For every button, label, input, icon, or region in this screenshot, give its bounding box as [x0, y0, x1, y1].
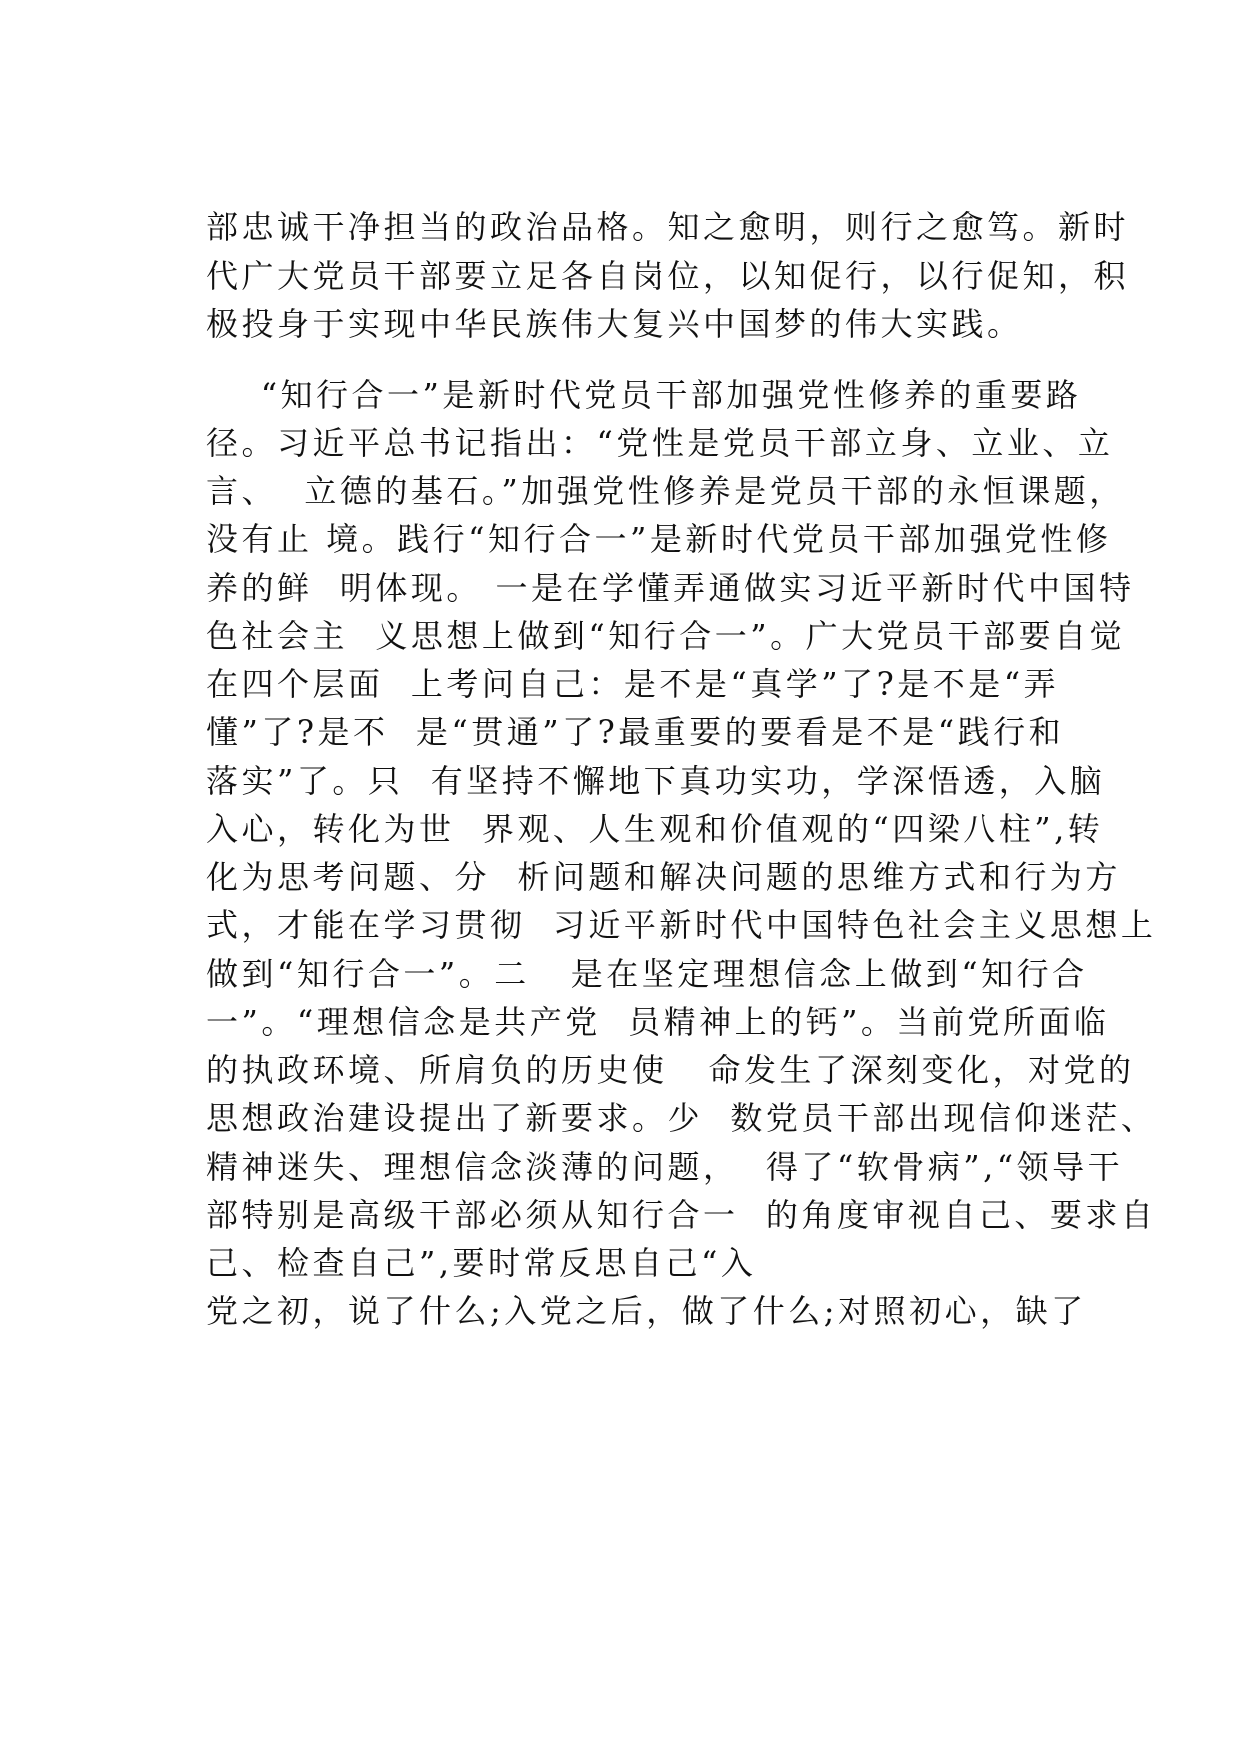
text-line: 化为思考问题、分 析问题和解决问题的思维方式和行为方: [206, 858, 1121, 896]
text-line: 懂”了?是不 是“贯通”了?最重要的要看是不是“践行和: [206, 713, 1065, 751]
text-line: 没有止 境。践行“知行合一”是新时代党员干部加强党性修: [206, 520, 1112, 558]
text-line: 的执政环境、所肩负的历史使 命发生了深刻变化，对党的: [206, 1051, 1135, 1089]
paragraph-start-line: “知行合一”是新时代党员干部加强党性修养的重要路: [206, 376, 1082, 414]
text-line: 部忠诚干净担当的政治品格。知之愈明，则行之愈笃。新时: [206, 208, 1130, 246]
text-line: 极投身于实现中华民族伟大复兴中国梦的伟大实践。: [206, 305, 1023, 343]
text-line: 思想政治建设提出了新要求。少 数党员干部出现信仰迷茫、: [206, 1099, 1157, 1137]
text-line: 径。习近平总书记指出：“党性是党员干部立身、立业、立: [206, 424, 1114, 462]
text-line: 一”。“理想信念是共产党 员精神上的钙”。当前党所面临: [206, 1003, 1110, 1041]
text-line: 式，才能在学习贯彻 习近平新时代中国特色社会主义思想上: [206, 906, 1157, 944]
text-line: 代广大党员干部要立足各自岗位，以知促行，以行促知，积: [206, 257, 1130, 295]
text-line: 落实”了。只 有坚持不懈地下真功实功，学深悟透，入脑: [206, 762, 1106, 800]
text-line: 养的鲜 明体现。 一是在学懂弄通做实习近平新时代中国特: [206, 569, 1135, 607]
text-line: 入心，转化为世 界观、人生观和价值观的“四梁八柱”,转: [206, 810, 1104, 848]
text-line: 言、 立德的基石。”加强党性修养是党员干部的永恒课题，: [206, 472, 1125, 510]
text-line: 部特别是高级干部必须从知行合一 的角度审视自己、要求自: [206, 1196, 1157, 1234]
text-line: 做到“知行合一”。二 是在坚定理想信念上做到“知行合: [206, 955, 1088, 993]
text-line: 在四个层面 上考问自己：是不是“真学”了?是不是“弄: [206, 665, 1060, 703]
text-line: 党之初，说了什么;入党之后，做了什么;对照初心，缺了: [206, 1292, 1087, 1330]
text-line: 精神迷失、理想信念淡薄的问题， 得了“软骨病”,“领导干: [206, 1148, 1124, 1186]
text-line: 色社会主 义思想上做到“知行合一”。广大党员干部要自觉: [206, 617, 1126, 655]
text-line: 己、检查自己”,要时常反思自己“入: [206, 1244, 757, 1282]
